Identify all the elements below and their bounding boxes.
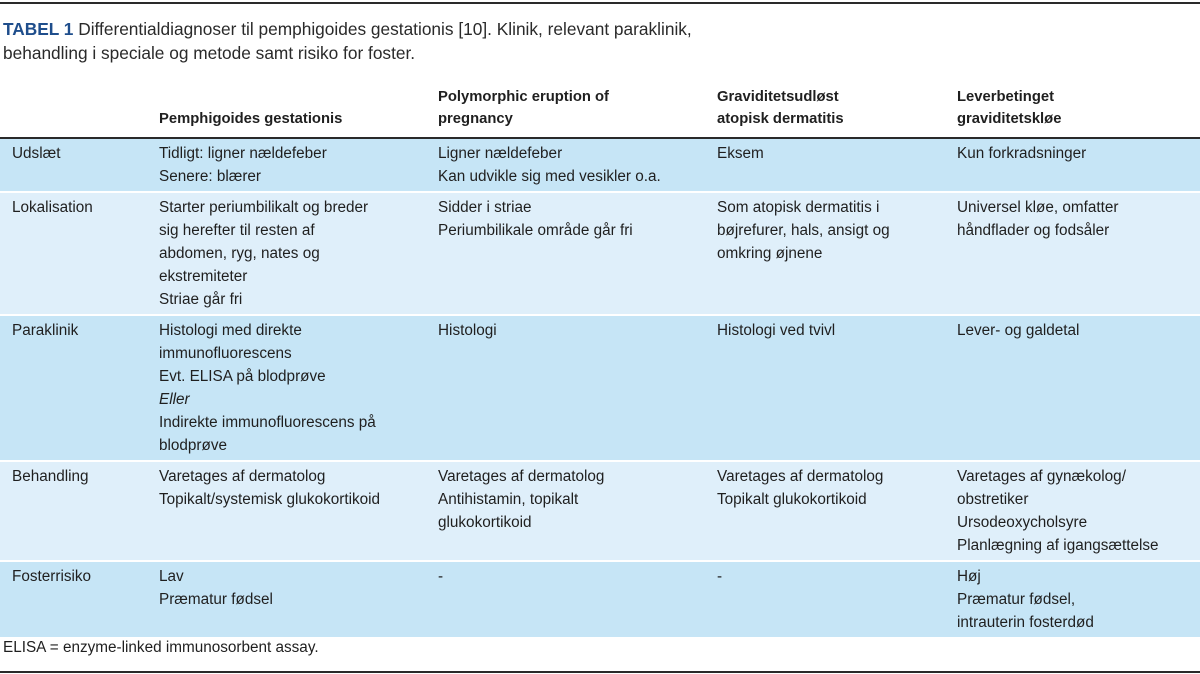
row-label: Lokalisation xyxy=(12,199,93,216)
header-text: pregnancy xyxy=(438,111,513,127)
table-cell xyxy=(946,461,1200,561)
table-cell xyxy=(427,461,706,561)
top-rule xyxy=(0,2,1200,4)
header-cell-2 xyxy=(427,84,706,138)
cell-text: Senere: blærer xyxy=(159,168,262,185)
cell-text: Varetages af dermatolog xyxy=(159,468,326,485)
cell-text: Eksem xyxy=(717,145,764,162)
table-cell xyxy=(427,192,706,315)
cell-text: Starter periumbilikalt og breder xyxy=(159,199,369,216)
table-cell xyxy=(427,315,706,461)
table-cell xyxy=(706,138,946,192)
row-label-cell xyxy=(0,192,148,315)
table-row xyxy=(0,561,1200,637)
cell-text: sig herefter til resten af xyxy=(159,222,315,239)
table-cell xyxy=(706,561,946,637)
cell-text: immunofluorescens xyxy=(159,345,292,362)
cell-text: Eller xyxy=(159,391,190,408)
footnote: ELISA = enzyme-linked immunosorbent assay. xyxy=(3,639,319,656)
table-cell xyxy=(148,315,427,461)
header-text: graviditetskløe xyxy=(957,111,1062,127)
table-cell xyxy=(148,138,427,192)
header-cell-empty xyxy=(0,84,148,138)
cell-text: Indirekte immunofluorescens på xyxy=(159,414,376,431)
header-text: Polymorphic eruption of xyxy=(438,89,609,105)
cell-text: Antihistamin, topikalt xyxy=(438,491,579,508)
header-cell-1 xyxy=(148,84,427,138)
header-text: atopisk dermatitis xyxy=(717,111,844,127)
cell-text: Varetages af dermatolog xyxy=(717,468,884,485)
cell-text: glukokortikoid xyxy=(438,514,532,531)
table-row xyxy=(0,315,1200,461)
cell-text: obstretiker xyxy=(957,491,1029,508)
row-label: Udslæt xyxy=(12,145,61,162)
cell-text: Lav xyxy=(159,568,184,585)
table-row xyxy=(0,461,1200,561)
cell-text: Topikalt glukokortikoid xyxy=(717,491,867,508)
table-cell xyxy=(946,561,1200,637)
cell-text: Kun forkradsninger xyxy=(957,145,1087,162)
table-cell xyxy=(706,315,946,461)
row-label: Fosterrisiko xyxy=(12,568,92,585)
header-cell-3 xyxy=(706,84,946,138)
header-cell-4 xyxy=(946,84,1200,138)
cell-text: ekstremiteter xyxy=(159,268,248,285)
table-cell xyxy=(946,138,1200,192)
cell-text: Tidligt: ligner nældefeber xyxy=(159,145,327,162)
cell-text: Kan udvikle sig med vesikler o.a. xyxy=(438,168,661,185)
cell-text: Planlægning af igangsættelse xyxy=(957,537,1159,554)
caption-label: TABEL 1 xyxy=(3,19,74,39)
table-caption xyxy=(3,17,1193,65)
cell-text: Høj xyxy=(957,568,981,585)
cell-text: Lever- og galdetal xyxy=(957,322,1080,339)
table-cell xyxy=(946,315,1200,461)
cell-text: Præmatur fødsel xyxy=(159,591,273,608)
cell-text: Histologi ved tvivl xyxy=(717,322,836,339)
cell-text: Histologi med direkte xyxy=(159,322,302,339)
table-cell xyxy=(148,192,427,315)
cell-text: bøjrefurer, hals, ansigt og xyxy=(717,222,890,239)
row-label-cell xyxy=(0,461,148,561)
caption-line-1: Differentialdiagnoser til pemphigoides gestationis [10]. Klinik, relevant paraklinik, xyxy=(73,19,692,39)
differential-diagnosis-table xyxy=(0,84,1200,637)
header-text: Leverbetinget xyxy=(957,89,1055,105)
table-body xyxy=(0,138,1200,637)
cell-text: Som atopisk dermatitis i xyxy=(717,199,880,216)
cell-text: abdomen, ryg, nates og xyxy=(159,245,320,262)
header-text: Graviditetsudløst xyxy=(717,89,839,105)
cell-text: Varetages af gynækolog/ xyxy=(957,468,1126,485)
table-cell xyxy=(946,192,1200,315)
bottom-rule xyxy=(0,671,1200,673)
cell-text: - xyxy=(438,568,444,585)
cell-text: Histologi xyxy=(438,322,497,339)
header-row xyxy=(0,84,1200,138)
cell-text: håndflader og fodsåler xyxy=(957,222,1110,239)
row-label-cell xyxy=(0,315,148,461)
table-cell xyxy=(148,561,427,637)
cell-text: blodprøve xyxy=(159,437,228,454)
table-cell xyxy=(706,192,946,315)
table-cell xyxy=(706,461,946,561)
cell-text: Striae går fri xyxy=(159,291,243,308)
cell-text: Ursodeoxycholsyre xyxy=(957,514,1088,531)
table-cell xyxy=(427,138,706,192)
cell-text: Topikalt/systemisk glukokortikoid xyxy=(159,491,381,508)
cell-text: Varetages af dermatolog xyxy=(438,468,605,485)
row-label: Behandling xyxy=(12,468,89,485)
cell-text: Universel kløe, omfatter xyxy=(957,199,1119,216)
header-text: Pemphigoides gestationis xyxy=(159,111,343,127)
table-row xyxy=(0,138,1200,192)
cell-text: Sidder i striae xyxy=(438,199,532,216)
cell-text: Præmatur fødsel, xyxy=(957,591,1076,608)
caption-line-2: behandling i speciale og metode samt risiko for foster. xyxy=(3,43,416,63)
table-cell xyxy=(427,561,706,637)
row-label-cell xyxy=(0,138,148,192)
cell-text: Evt. ELISA på blodprøve xyxy=(159,368,326,385)
row-label-cell xyxy=(0,561,148,637)
cell-text: Periumbilikale område går fri xyxy=(438,222,633,239)
cell-text: Ligner nældefeber xyxy=(438,145,563,162)
table-row xyxy=(0,192,1200,315)
table-cell xyxy=(148,461,427,561)
row-label: Paraklinik xyxy=(12,322,79,339)
cell-text: omkring øjnene xyxy=(717,245,823,262)
cell-text: - xyxy=(717,568,723,585)
cell-text: intrauterin fosterdød xyxy=(957,614,1094,631)
